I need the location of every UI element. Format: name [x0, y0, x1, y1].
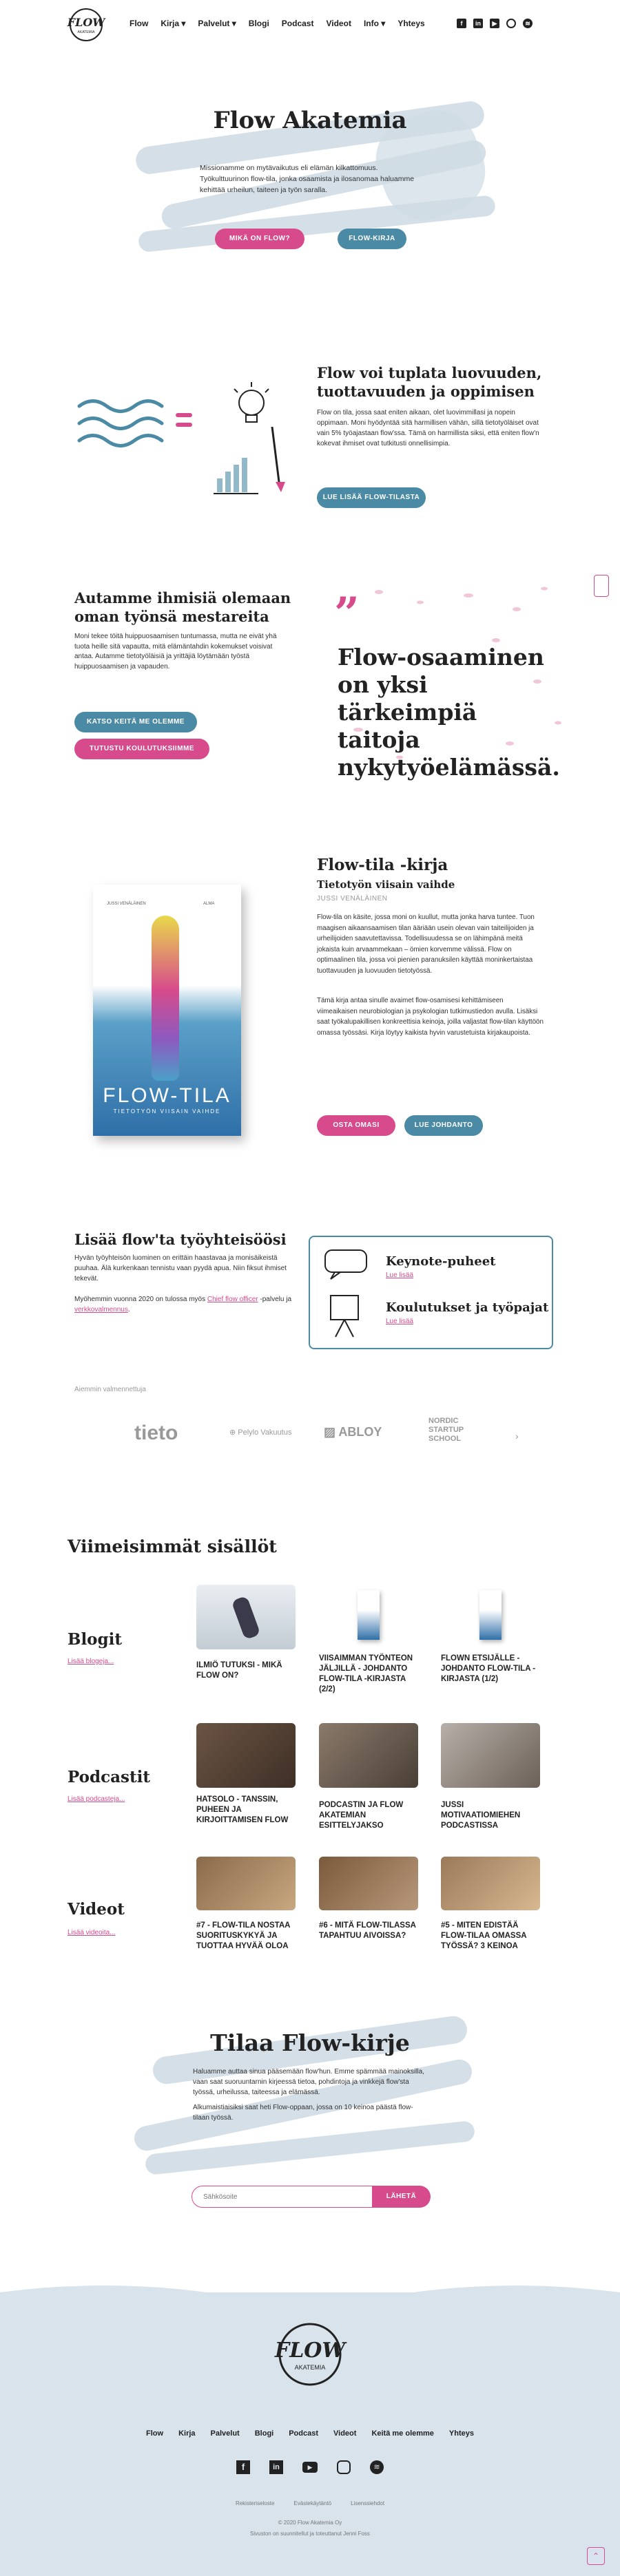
video-title-2[interactable]: #6 - MITÄ FLOW-TILASSA TAPAHTUU AIVOISSA?	[319, 1921, 416, 1940]
podcast-image-3[interactable]	[441, 1723, 540, 1788]
chevron-down-icon: ▾	[231, 19, 236, 28]
carousel-next-icon[interactable]: ›	[515, 1430, 519, 1442]
blog-title-1[interactable]: ILMIÖ TUTUKSI - MIKÄ FLOW ON?	[196, 1661, 282, 1680]
nav-videot[interactable]: Videot	[326, 19, 351, 28]
chief-flow-officer-link[interactable]: Chief flow officer	[207, 1296, 258, 1303]
blog-image-2[interactable]	[319, 1585, 418, 1649]
nav-palvelut[interactable]	[198, 19, 236, 28]
newsletter-text-2: Alkumaistiaisiksi saat heti Flow-oppaan, jossa on 10 keinoa päästä flow-tilaan työssä.	[193, 2104, 413, 2122]
our-trainings-button[interactable]: TUTUSTU KOULUTUKSIIMME	[74, 739, 209, 759]
footer-nav	[0, 2429, 620, 2438]
buy-book-button[interactable]: OSTA OMASI	[317, 1115, 395, 1136]
what-is-flow-button[interactable]: MIKÄ ON FLOW?	[215, 229, 304, 249]
facebook-icon[interactable]: f	[236, 2460, 250, 2474]
podcast-image-2[interactable]	[319, 1723, 418, 1788]
client-logo-pohjola	[229, 1428, 291, 1437]
read-intro-button[interactable]: LUE JOHDANTO	[404, 1115, 483, 1136]
nav-palvelut-label: Palvelut	[198, 19, 230, 28]
hero-title: Flow Akatemia	[213, 107, 407, 134]
double-title: Flow voi tuplata luovuuden, tuottavuuden ja oppimisen	[317, 364, 542, 400]
footer-nav-kirja[interactable]: Kirja	[178, 2429, 196, 2438]
newsletter-text-1: Haluamme auttaa sinua pääsemään flow'hun. Emme spämmää mainoksilla, vaan saat suoruuntarnin kirjeessä tietoa, pohdintoja ja vinkkejä flow'sta työssä, urheilussa, taiteessa ja elämässä.	[193, 2068, 424, 2096]
linkedin-icon[interactable]: in	[473, 19, 483, 28]
book-title: Flow-tila -kirja	[317, 856, 448, 874]
back-to-top-button[interactable]	[587, 2547, 605, 2565]
clients-label: Aiemmin valmennettuja	[74, 1386, 146, 1393]
nav-kirja[interactable]	[161, 19, 185, 28]
footer-nav-flow[interactable]: Flow	[146, 2429, 164, 2438]
book-cover[interactable]	[93, 885, 241, 1136]
more-videos-link[interactable]: Lisää videoita...	[68, 1929, 116, 1936]
trainings-title[interactable]: Koulutukset ja työpajat	[386, 1300, 549, 1315]
row-label-blogit: Blogit	[68, 1630, 122, 1649]
logo-text: FLOW	[67, 16, 105, 29]
license-link[interactable]: Lisenssiehdot	[351, 2500, 385, 2506]
footer-nav-who-we-are[interactable]: Keitä me olemme	[371, 2429, 434, 2438]
cookies-link[interactable]: Evästekäytäntö	[293, 2500, 332, 2506]
more-blogs-link[interactable]: Lisää blogeja...	[68, 1658, 114, 1665]
online-coaching-link[interactable]: verkkovalmennus	[74, 1306, 128, 1313]
book-cover-subtitle: TIETOTYÖN VIISAIN VAIHDE	[113, 1108, 221, 1115]
footer-nav-palvelut[interactable]: Palvelut	[210, 2429, 240, 2438]
footer-logo[interactable]	[272, 2320, 348, 2389]
services-box	[309, 1236, 553, 1349]
nav-info-label: Info	[363, 19, 379, 28]
nav-info[interactable]	[364, 19, 385, 28]
client-logo-nordic: NORDIC STARTUP SCHOOL	[428, 1417, 464, 1443]
youtube-icon[interactable]: ▶	[302, 2462, 318, 2473]
footer-nav-videot[interactable]: Videot	[333, 2429, 357, 2438]
instagram-icon[interactable]	[506, 19, 516, 28]
services-text-1: Hyvän työyhteisön luominen on erittäin haastavaa ja monisäikeistä puuhaa. Älä kurkenkaan tennistu vaan pyydä apua. Niin fiksut ihmiset tekevät.	[74, 1254, 287, 1282]
book-cover-author: JUSSI VENÄLÄINEN	[107, 902, 146, 906]
latest-title: Viimeisimmät sisällöt	[68, 1537, 277, 1556]
footer-legal	[0, 2500, 620, 2506]
youtube-icon[interactable]: ▶	[490, 19, 499, 28]
newsletter-email-input[interactable]	[192, 2186, 378, 2208]
client-logo-pohjola-label: Pelylo Vakuutus	[238, 1428, 292, 1437]
footer-nav-podcast[interactable]: Podcast	[289, 2429, 319, 2438]
site-header	[0, 0, 620, 48]
whiteboard-icon	[327, 1292, 362, 1340]
book-cover-title: FLOW-TILA	[103, 1084, 231, 1107]
who-we-are-button[interactable]: KATSO KEITÄ ME OLEMME	[74, 712, 197, 732]
services-text-2-pre: Myöhemmin vuonna 2020 on tulossa myös	[74, 1296, 207, 1303]
newsletter-title: Tilaa Flow-kirje	[210, 2029, 410, 2056]
keynote-read-more-link[interactable]: Lue lisää	[386, 1271, 414, 1279]
podcast-image-1[interactable]	[196, 1723, 296, 1788]
privacy-link[interactable]: Rekisteriseloste	[235, 2500, 275, 2506]
podcast-title-2[interactable]: PODCASTIN JA FLOW AKATEMIAN ESITTELYJAKSO	[319, 1801, 404, 1830]
facebook-icon[interactable]: f	[457, 19, 466, 28]
abloy-logo-icon: ▨	[324, 1425, 336, 1439]
spotify-icon[interactable]: ≋	[370, 2460, 384, 2474]
services-text-2	[74, 1294, 295, 1315]
row-label-videot: Videot	[68, 1900, 125, 1919]
footer-nav-yhteys[interactable]: Yhteys	[448, 2429, 474, 2438]
social-links	[457, 19, 533, 28]
read-more-flow-button[interactable]: LUE LISÄÄ FLOW-TILASTA	[317, 487, 426, 508]
video-title-1[interactable]: #7 - FLOW-TILA NOSTAA SUORITUSKYKYÄ JA TUOTTAA HYVÄÄ OLOA	[196, 1921, 291, 1950]
flow-logo[interactable]	[65, 7, 107, 43]
chevron-down-icon: ▾	[181, 19, 186, 28]
instagram-icon[interactable]	[337, 2460, 351, 2474]
book-thumb	[479, 1590, 502, 1640]
chevron-down-icon: ▾	[381, 19, 386, 28]
book-cover-publisher: ALMA	[203, 902, 215, 906]
footer-copyright: © 2020 Flow Akatemia Oy	[278, 2520, 342, 2526]
services-text-2-mid: -palvelu ja	[258, 1296, 291, 1303]
footer-nav-blogi[interactable]: Blogi	[254, 2429, 274, 2438]
video-image-3[interactable]	[441, 1857, 540, 1910]
book-subtitle: Tietotyön viisain vaihde	[317, 878, 455, 891]
blog-image-3[interactable]	[441, 1585, 540, 1649]
hero-text: Missionamme on mytävaikutus eli elämän kilkattomuus. Työkulttuurinon flow-tila, jonka osaamista ja ilosanomaa haluamme kehittää urheilun, taiteen ja työn saralla.	[200, 164, 415, 194]
row-label-podcastit: Podcastit	[68, 1768, 150, 1786]
footer-credit: Sivuston on suunnitellut ja toteuttanut Jenni Foss	[250, 2531, 370, 2537]
nav-flow[interactable]: Flow	[130, 19, 149, 28]
flow-book-button[interactable]: FLOW-KIRJA	[338, 229, 406, 249]
video-image-1[interactable]	[196, 1857, 296, 1910]
side-tab[interactable]	[594, 575, 609, 597]
nav-podcast[interactable]: Podcast	[281, 19, 314, 28]
linkedin-icon[interactable]: in	[269, 2460, 283, 2474]
client-logo-tieto: tieto	[134, 1422, 178, 1444]
more-podcasts-link[interactable]: Lisää podcasteja...	[68, 1795, 125, 1803]
quote-text: Flow-osaaminen on yksi tärkeimpiä taitoja nykytyöelämässä.	[338, 644, 560, 781]
newsletter-submit-button[interactable]: LÄHETÄ	[372, 2186, 431, 2208]
spotify-icon[interactable]: ≋	[523, 19, 533, 28]
footer-social	[0, 2460, 620, 2474]
trainings-read-more-link[interactable]: Lue lisää	[386, 1318, 414, 1325]
speech-bubble-icon	[322, 1247, 371, 1282]
video-title-3[interactable]: #5 - MITEN EDISTÄÄ FLOW-TILAA OMASSA TYÖSSÄ? 3 KEINOA	[441, 1921, 527, 1950]
book-text-2: Tämä kirja antaa sinulle avaimet flow-osamisesi kehittämiseen viimeaikaisen neurobiologian ja psykologian tutkimustiedon avulla. Lisäksi saat työkalupakillisen konkreettisia keinoja, joilla valjastat flow-tilan käyttöön omassa työssäsi. Kirja löytyy kaikista hyvin varustetuista kirjakaupoista.	[317, 997, 544, 1037]
blog-title-3[interactable]: FLOWN ETSIJÄLLE - JOHDANTO FLOW-TILA -KIRJASTA (1/2)	[441, 1654, 536, 1683]
logo-sub: AKATEMIA	[77, 30, 95, 34]
book-author: JUSSI VENÄLÄINEN	[317, 895, 388, 902]
site-footer	[0, 2292, 620, 2576]
client-logo-abloy	[324, 1425, 382, 1439]
mission-title: Autamme ihmisiä olemaan oman työnsä mestareita	[74, 589, 291, 625]
video-image-2[interactable]	[319, 1857, 418, 1910]
nav-yhteys[interactable]: Yhteys	[397, 19, 425, 28]
quote-mark: ”	[334, 588, 360, 640]
nav-kirja-label: Kirja	[161, 19, 180, 28]
services-text-2-post: .	[127, 1306, 130, 1313]
mission-text: Moni tekee töitä huippuosaamisen tuntumassa, mutta ne eivät yhä tuota heille sitä vapautta, mitä elämäntahdin kokemukset voisivat antaa. Autamme tietotyöläisiä ja yrittäjiä löytämään työstä huippuosaamisen ja vapauden.	[74, 633, 277, 671]
pohjola-logo-icon: ⊕	[229, 1428, 236, 1437]
keynote-title[interactable]: Keynote-puheet	[386, 1254, 496, 1269]
client-logo-abloy-label: ABLOY	[338, 1425, 382, 1439]
double-text: Flow on tila, jossa saat eniten aikaan, olet luovimmillasi ja nopein oppimaan. Moni hyödyntää sitä harmillisen vähän, sillä tietotyöläiset ovat vain 5% työajastaan flow'ssa. Tämä on harmillista siksi, että eniten flow'n kokevat ihmiset ovat tutkitusti onnellisimpia.	[317, 409, 539, 447]
footer-wave	[0, 2279, 620, 2306]
footer-logo-sub: AKATEMIA	[294, 2364, 326, 2371]
services-title: Lisää flow'ta työyhteisöösi	[74, 1231, 287, 1248]
blog-title-2[interactable]: VIISAIMMAN TYÖNTEON JÄLJILLÄ - JOHDANTO FLOW-TILA -KIRJASTA (2/2)	[319, 1654, 413, 1693]
dancer-figure	[231, 1596, 260, 1640]
book-thumb	[358, 1590, 380, 1640]
footer-logo-text: FLOW	[274, 2339, 346, 2363]
book-cover-figure	[152, 916, 179, 1081]
chevron-up-icon: ⌃	[592, 2551, 600, 2561]
book-text-1: Flow-tila on käsite, jossa moni on kuullut, mutta jonka harva tuntee. Tuon maagisen aikaansaamisen tilan ääriään usein olevan vain taiteilijoiden ja urheilijoiden saavutettavissa. Todellisuudessa se on lähimpänä meitä jokaista kuin arvaammekaan – ömien korvemme välissä. Flow on optimaalinen tila, jossa voi pienien paranuksilen käyttää moninkertaistaa tuottavuuden ja luovuuden tietotyössä.	[317, 914, 535, 975]
blog-image-1[interactable]	[196, 1585, 296, 1649]
podcast-title-3[interactable]: JUSSI MOTIVAATIOMIEHEN PODCASTISSA	[441, 1801, 521, 1830]
podcast-title-1[interactable]: HATSOLO - TANSSIN, PUHEEN JA KIRJOITTAMISEN FLOW	[196, 1795, 289, 1824]
nav-blogi[interactable]: Blogi	[248, 19, 269, 28]
main-nav	[130, 19, 425, 28]
waves-equals-illustration	[72, 379, 307, 503]
